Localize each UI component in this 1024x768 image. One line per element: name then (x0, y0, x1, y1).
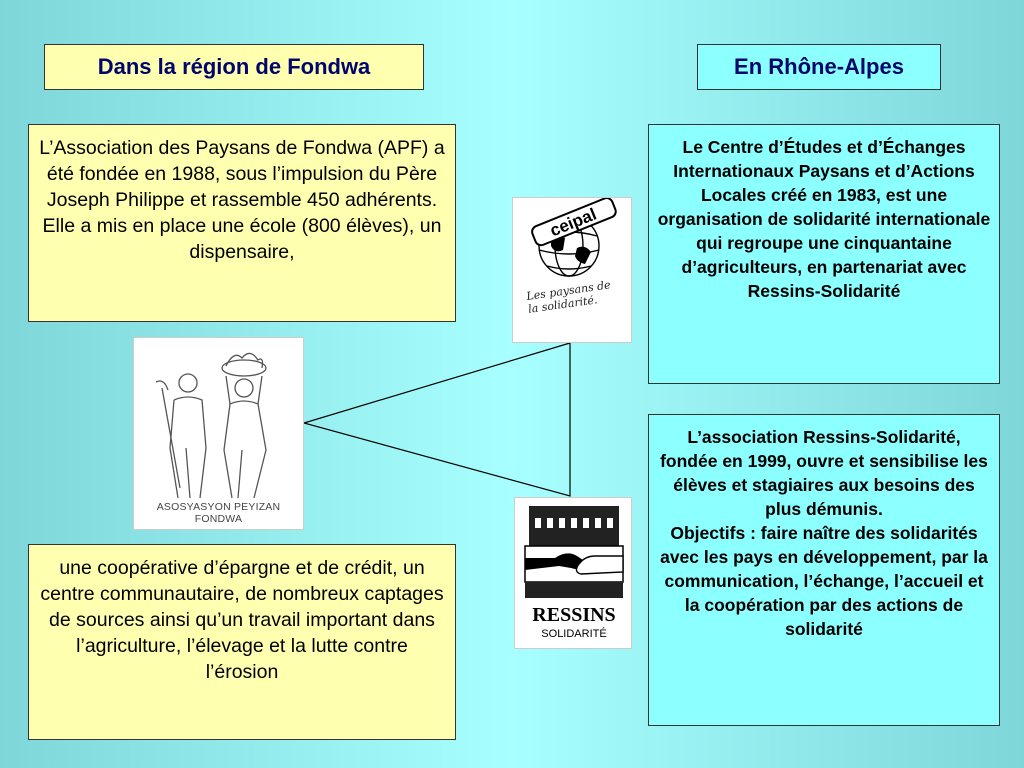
ressins-logo (514, 497, 632, 649)
apf-logo (133, 337, 304, 530)
ressins-text-2: Objectifs : faire naître des solidarités avec les pays en développement, par la communication, l’échange, l’accueil et la coopération par des actions de solidarité (660, 523, 988, 639)
ceipal-logo-name: ceipal (547, 204, 600, 241)
ceipal-description (648, 124, 1000, 384)
ressins-description (648, 414, 1000, 726)
apf-description-bottom (28, 544, 456, 740)
ceipal-text: Le Centre d’Études et d’Échanges Internationaux Paysans et d’Actions Locales créé en 1983, est une organisation de solidarité internationale qui regroupe une cinquantaine d’agriculteurs, en partenariat avec Ressins-Solidarité (657, 137, 991, 301)
globe-icon (513, 198, 633, 344)
handshake-icon (515, 498, 633, 650)
ceipal-tagline: Les paysans de la solidarité. (525, 278, 612, 316)
apf-text-top: L’Association des Paysans de Fondwa (APF) a été fondée en 1988, sous l’impulsion du Père Joseph Philippe et rassemble 450 adhérents. Elle a mis en place une école (800 élèves), un dispensaire, (39, 137, 445, 263)
farmers-illustration (134, 338, 303, 508)
apf-logo-caption: ASOSYASYON PEYIZAN FONDWA (156, 501, 281, 525)
apf-text-bottom: une coopérative d’épargne et de crédit, un centre communautaire, de nombreux captages de sources ainsi qu’un travail important dans l’agriculture, l’élevage et la lutte contre l’érosion (40, 557, 444, 683)
ressins-logo-name: RESSINS (532, 604, 616, 626)
ressins-logo-sub: SOLIDARITÉ (541, 628, 607, 640)
ressins-text-1: L’association Ressins-Solidarité, fondée en 1999, ouvre et sensibilise les élèves et stagiaires aux besoins des plus démunis. (660, 427, 988, 519)
right-heading: En Rhône-Alpes (697, 44, 941, 90)
ceipal-logo (512, 197, 632, 343)
apf-description-top (28, 124, 456, 322)
connector-triangle (304, 343, 570, 496)
left-heading: Dans la région de Fondwa (44, 44, 424, 90)
